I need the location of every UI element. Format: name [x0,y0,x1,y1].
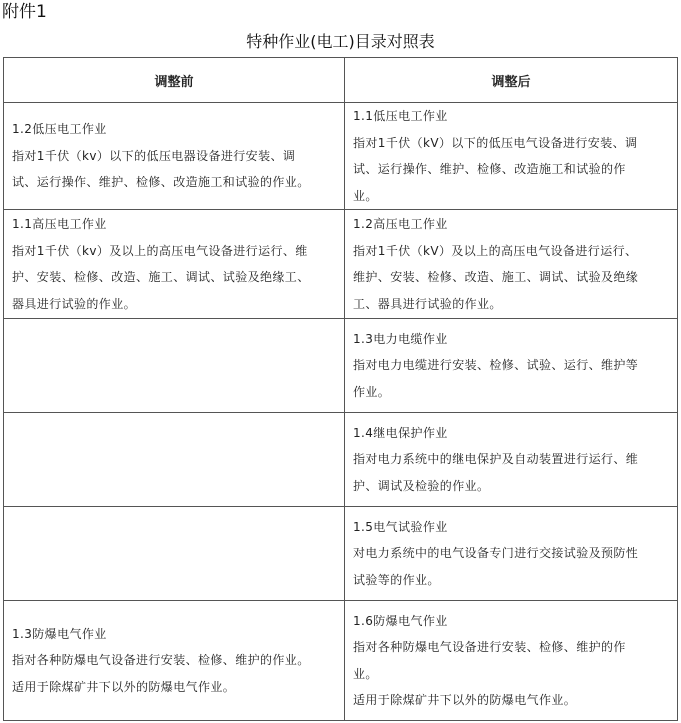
cell-after [345,210,678,319]
cell-before-empty [4,507,345,601]
item-title: 1.1高压电工作业 [12,217,107,231]
item-text: 指对各种防爆电气设备进行安装、检修、维护的作 [353,640,626,654]
item-text: 指对电力系统中的继电保护及自动装置进行运行、维 [353,452,639,467]
table-row [4,413,678,507]
item-text: 指对1千伏（kV）以下的低压电气设备进行安装、调 [353,135,638,150]
column-header-before: 调整前 [4,58,345,103]
item-text: 工、器具进行试验的作业。 [353,296,502,311]
item-title: 1.3电力电缆作业 [353,331,448,346]
item-title: 1.2低压电工作业 [12,122,107,137]
item-title: 1.3防爆电气作业 [12,626,107,641]
item-text: 护、调试及检验的作业。 [353,478,490,493]
item-text: 试、运行操作、维护、检修、改造施工和试验的作业。 [12,175,310,190]
table-row [4,210,678,319]
cell-before [4,601,345,721]
item-title: 1.6防爆电气作业 [353,613,448,628]
item-text: 指对1千伏（kv）以下的低压电器设备进行安装、调 [12,148,296,163]
comparison-table [3,57,678,721]
table-header-row [4,58,678,103]
item-text: 指对1千伏（kv）及以上的高压电气设备进行运行、维 [12,243,308,258]
cell-after [345,103,678,210]
table-row [4,507,678,601]
document-title: 特种作业(电工)目录对照表 [246,32,435,51]
item-text: 指对各种防爆电气设备进行安装、检修、维护的作业。 [12,653,310,668]
item-title: 1.2高压电工作业 [353,217,448,231]
item-text: 指对1千伏（kV）及以上的高压电气设备进行运行、 [353,243,638,258]
item-text: 试验等的作业。 [353,572,440,587]
item-title: 1.1低压电工作业 [353,109,448,123]
cell-before [4,103,345,210]
attachment-label: 附件1 [2,2,47,22]
item-text: 业。 [353,666,378,681]
table-row [4,601,678,721]
item-title: 1.5电气试验作业 [353,519,448,534]
cell-before-empty [4,413,345,507]
item-title: 1.4继电保护作业 [353,425,448,440]
item-text: 适用于除煤矿井下以外的防爆电气作业。 [353,693,577,707]
item-text: 护、安装、检修、改造、施工、调试、试验及绝缘工、 [12,270,310,284]
item-text: 器具进行试验的作业。 [12,296,137,311]
item-text: 业。 [353,188,378,203]
item-text: 对电力系统中的电气设备专门进行交接试验及预防性 [353,546,639,561]
cell-after [345,413,678,507]
item-text: 试、运行操作、维护、检修、改造施工和试验的作 [353,162,626,176]
cell-after [345,319,678,413]
item-text: 维护、安装、检修、改造、施工、调试、试验及绝缘 [353,270,639,284]
column-header-after: 调整后 [345,58,678,103]
cell-before [4,210,345,319]
cell-after [345,507,678,601]
cell-before-empty [4,319,345,413]
table-row [4,103,678,210]
table-row [4,319,678,413]
cell-after [345,601,678,721]
item-text: 适用于除煤矿井下以外的防爆电气作业。 [12,679,236,694]
item-text: 指对电力电缆进行安装、检修、试验、运行、维护等 [353,358,639,373]
item-text: 作业。 [353,384,391,399]
